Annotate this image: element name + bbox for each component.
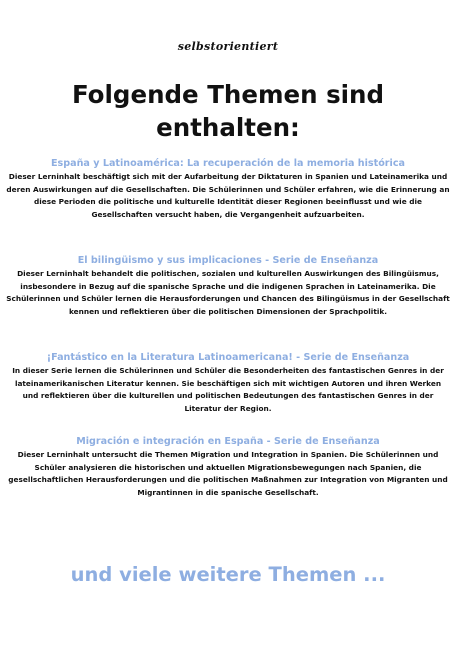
topic-heading: ¡Fantástico en la Literatura Latinoamericana! - Serie de Enseñanza bbox=[46, 352, 410, 363]
brand-logo: selbstorientiert bbox=[177, 40, 279, 53]
topic-section-4 bbox=[6, 434, 450, 499]
topic-description: In dieser Serie lernen die Schülerinnen und Schüler die Besonderheiten des fantastischen Genres in der lateinamerikanischen Literatur kennen. Sie beschäftigen sich mit wichtigen Autoren und ihren Werken und reflektieren über die kulturellen und politischen Bedeutungen des fantastischen Genres in der Literatur der Region. bbox=[12, 366, 444, 413]
topic-description: Dieser Lerninhalt beschäftigt sich mit der Aufarbeitung der Diktaturen in Spanien und Lateinamerika und deren Auswirkungen auf die Gesellschaften. Die Schülerinnen und Schüler erfahren, wie die Erinnerung an diese Perioden die politische und kulturelle Identität dieser Regionen beeinflusst und wie die Gesellschaften versucht haben, die Vergangenheit aufzuarbeiten. bbox=[6, 172, 450, 219]
topic-heading: España y Latinoamérica: La recuperación de la memoria histórica bbox=[51, 158, 405, 169]
topic-heading: Migración e integración en España - Serie de Enseñanza bbox=[76, 436, 380, 447]
page-title: Folgende Themen sind enthalten: bbox=[71, 80, 385, 142]
topic-section-2 bbox=[6, 253, 450, 318]
topic-description: Dieser Lerninhalt behandelt die politischen, sozialen und kulturellen Auswirkungen des Bilingüismus, insbesondere in Bezug auf die spanische Sprache und die indigenen Sprachen in Lateinamerika. Die Schülerinnen und Schüler lernen die Herausforderungen und Chancen des Bilingüismus in der Gesellschaft kennen und reflektieren über die politischen Dimensionen der Sprachpolitik. bbox=[6, 269, 450, 316]
topic-section-3 bbox=[6, 350, 450, 415]
topic-description: Dieser Lerninhalt untersucht die Themen Migration und Integration in Spanien. Die Schülerinnen und Schüler analysieren die historischen und aktuellen Migrationsbewegungen nach Spanien, die gesellschaftlichen Herausforderungen und die politischen Maßnahmen zur Integration von Migranten und Migrantinnen in die spanische Gesellschaft. bbox=[8, 450, 448, 497]
footer-more-topics: und viele weitere Themen ... bbox=[70, 563, 386, 586]
topic-heading: El bilingüismo y sus implicaciones - Serie de Enseñanza bbox=[77, 255, 379, 266]
topic-section-1 bbox=[6, 156, 450, 221]
